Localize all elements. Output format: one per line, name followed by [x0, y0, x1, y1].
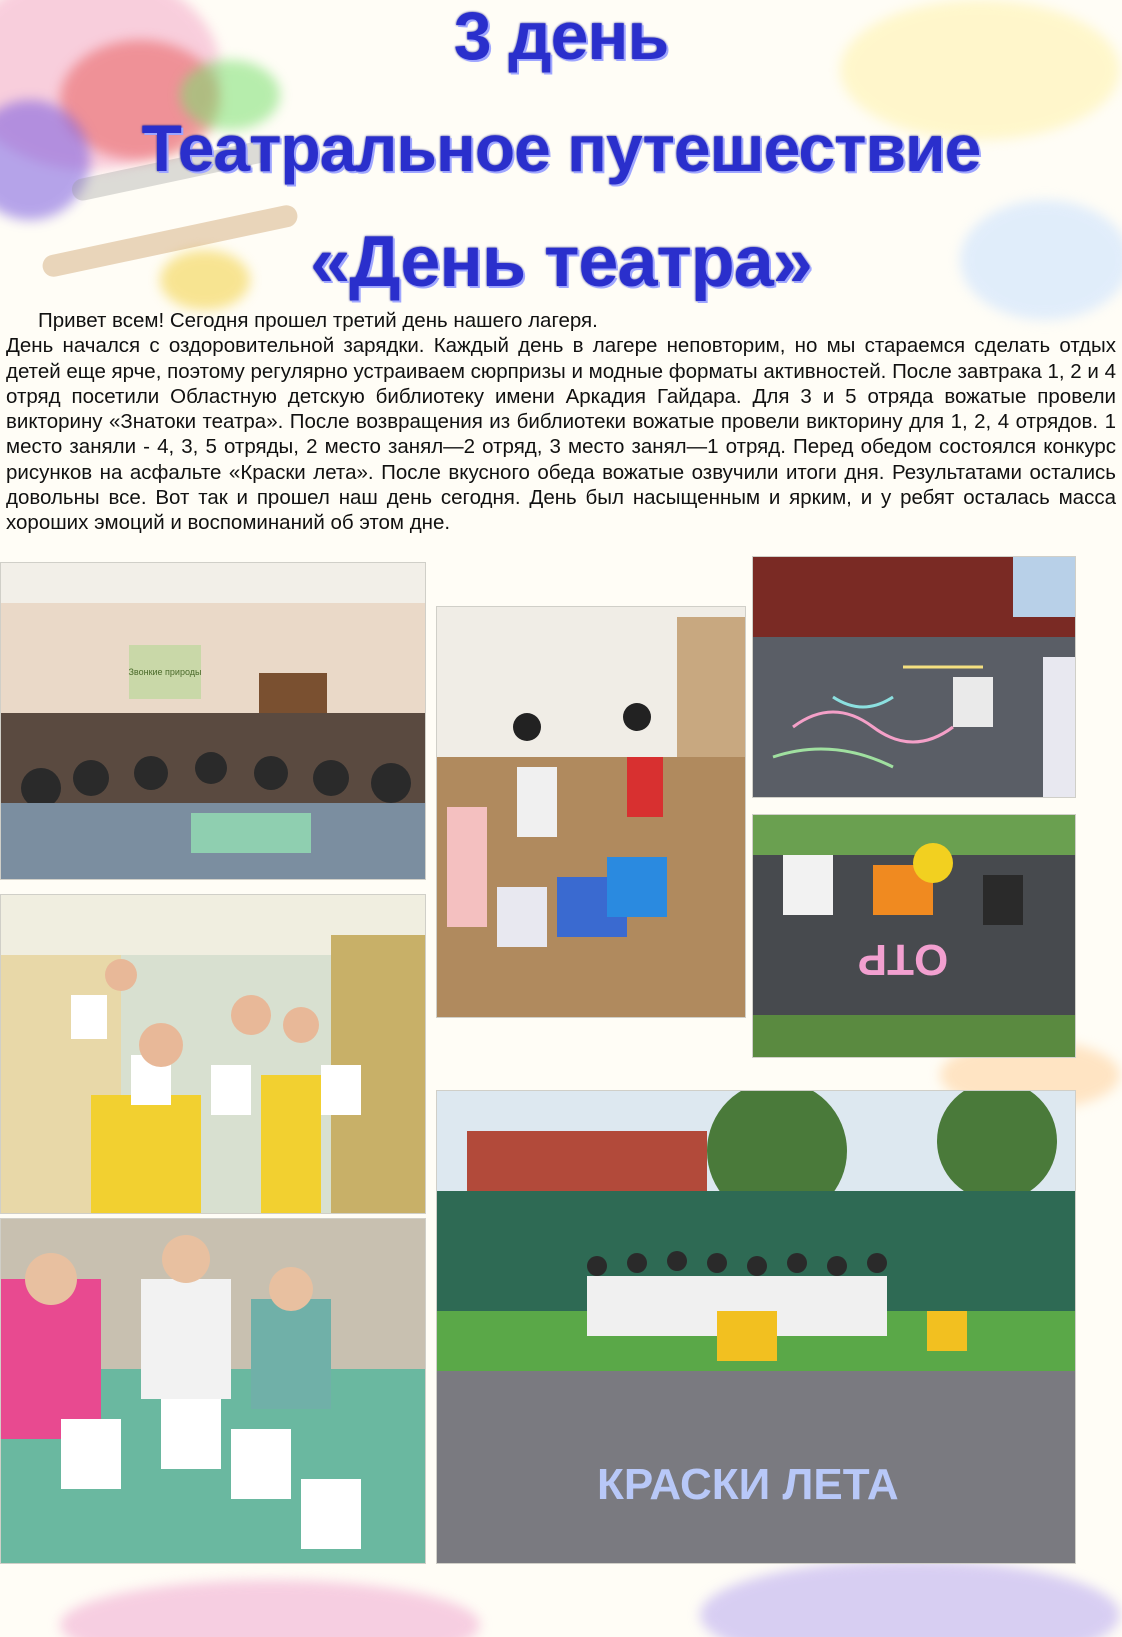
photo-crafts-table — [0, 1218, 426, 1564]
event-title: «День театра» — [310, 222, 812, 302]
photo-indoor-game — [436, 606, 746, 1018]
chalk-letters-otr: ОТР — [857, 935, 949, 984]
chalk-letters-kraski-leta: КРАСКИ ЛЕТА — [597, 1460, 899, 1509]
theme-title: Театральное путешествие — [141, 111, 981, 185]
article-greeting: Привет всем! Сегодня прошел третий день нашего лагеря. — [38, 309, 598, 332]
photo-group-outdoor — [436, 1090, 1076, 1564]
day-number-title: 3 день — [453, 0, 669, 74]
photo-chalk-kids — [752, 814, 1076, 1058]
photo-group-drawings — [0, 894, 426, 1214]
photo-chalk-drawing — [752, 556, 1076, 798]
article-paragraph: День начался с оздоровительной зарядки. Каждый день в лагере неповторим, но мы стараемся сделать отдых детей еще ярче, поэтому регулярно устраиваем сюрпризы и модные форматы активностей. После завтрака 1, 2 и 4 отряд посетили Областную детскую библиотеку имени Аркадия Гайдара. Для 3 и 5 отряда вожатые провели викторину «Знатоки театра». После возвращения из библиотеки вожатые провели викторину для 1, 2, 4 отрядов. 1 место заняли - 4, 3, 5 отряды, 2 место занял—2 отряд, 3 место занял—1 отряд. Перед обедом состоялся конкурс рисунков на асфальте «Краски лета». После вкусного обеда вожатые озвучили итоги дня. Результатами остались довольны все. Вот так и прошел наш день сегодня. День был насыщенным и ярким, и у ребят осталась масса хороших эмоций и воспоминаний об этом дне. — [6, 334, 1116, 535]
projector-screen-text: Звонкие природы — [128, 667, 202, 677]
photo-library-hall — [0, 562, 426, 880]
article-body — [6, 308, 1116, 536]
